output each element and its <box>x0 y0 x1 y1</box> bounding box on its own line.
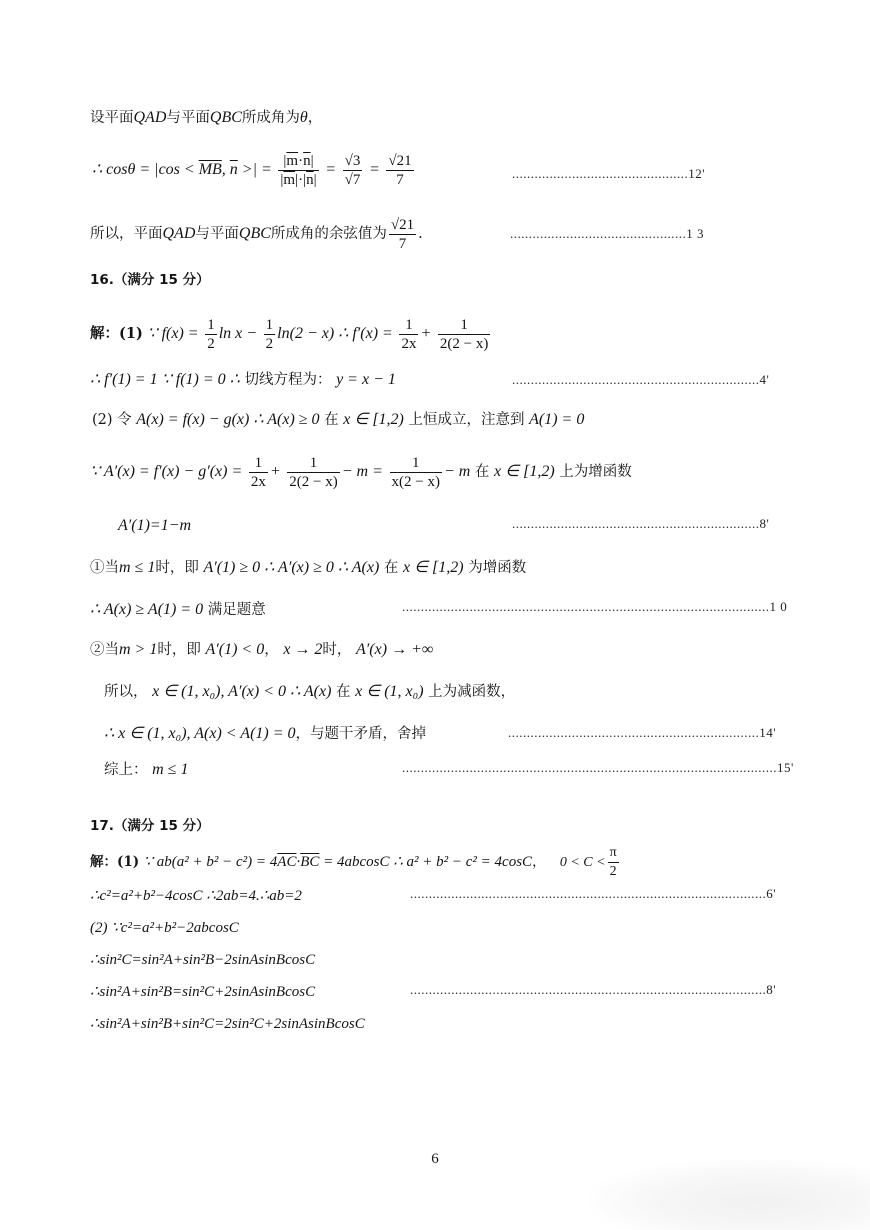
score-marker: ...............................................................................................8' <box>410 982 777 997</box>
line-17-1-cosC: 解：(1) ∵ $ab(a^2 + b^2 - c^2) = 4\overline{AC}\cdot\overline{BC} = 4abcosC$ ∴ a² + b² − c² = 4cosC， 0 < C < $\frac{\pi}{2}$ <box>90 845 617 879</box>
line-set-angle: 设平面QAD与平面QBC所成角为θ， <box>90 109 323 126</box>
line-16-2-define: (2) 令 A(x) = f(x) − g(x) ∴ A(x) ≥ 0 在 x ∈ [1,2) 上恒成立，注意到 A(1) = 0 <box>92 411 585 428</box>
line-summary: 综上： m ≤ 1 <box>104 761 189 778</box>
score-marker: ....................................................................................................15' <box>402 760 794 775</box>
question-17-heading: 17.（满分 15 分） <box>90 818 210 834</box>
score-marker: ...............................................12' <box>512 166 706 181</box>
line-cos-theta: ∴ $\cos\theta = |\cos < \overline{MB}$, $\overline{n}$ >| = $\frac{|\overline{m}\cdot\overline{n}|}{|\overline{m}|\cdot|\overline{n}|}$ = $\frac{√3}{√7}$ = $\frac{√21}{7}$ <box>92 152 412 188</box>
line-17-2-sine-2: ∴sin²A+sin²B=sin²C+2sinAsinBcosC <box>90 984 316 1000</box>
line-case-2: ②当m > 1时，即 A′(1) < 0， x → 2时， A′(x) → +∞ <box>90 641 434 658</box>
score-marker: ..................................................................................................1 0 <box>402 599 788 614</box>
scan-smudge <box>590 1160 870 1230</box>
score-marker: ..................................................................4' <box>512 372 770 387</box>
line-case-2-decreasing: 所以， x ∈ (1, x₀), A′(x) < 0 ∴ A(x) 在 x ∈ (1, x₀) 上为减函数， <box>104 683 516 700</box>
line-16-2-increasing: ∵ A′(x) = f′(x) − g′(x) = $\frac{1}{2x}$ + $\frac{1}{2(2 - x)}$ − m = $\frac{1}{x(2 - x)}$ − m 在 x ∈ [1,2) 上为增函数 <box>90 454 632 490</box>
question-16-heading: 16.（满分 15 分） <box>90 272 210 288</box>
line-case-1: ①当m ≤ 1时，即 A′(1) ≥ 0 ∴ A′(x) ≥ 0 ∴ A(x) 在 x ∈ [1,2) 为增函数 <box>90 559 527 576</box>
score-marker: ...................................................................14' <box>508 725 777 740</box>
line-17-1-ab: ∴c²=a²+b²−4cosC ∴2ab=4.∴ab=2 <box>90 888 302 904</box>
line-17-2-sine-3: ∴sin²A+sin²B+sin²C=2sin²C+2sinAsinBcosC <box>90 1016 365 1032</box>
page-number: 6 <box>431 1151 439 1167</box>
line-case-1-result: ∴ A(x) ≥ A(1) = 0 满足题意 <box>90 601 266 618</box>
score-marker: ...............................................1 3 <box>510 226 704 241</box>
line-conclusion-cos: 所以，平面QAD与平面QBC所成角的余弦值为 $\frac{√21}{7}$ . <box>90 216 423 252</box>
score-marker: ...............................................................................................6' <box>410 886 777 901</box>
line-case-2-contradiction: ∴ x ∈ (1, x₀), A(x) < A(1) = 0，与题干矛盾，舍掉 <box>104 725 427 742</box>
line-16-1-tangent: ∴ f′(1) = 1 ∵ f(1) = 0 ∴ 切线方程为： y = x − 1 <box>90 371 396 388</box>
line-17-2-sine-1: ∴sin²C=sin²A+sin²B−2sinAsinBcosC <box>90 952 316 968</box>
score-marker: ..................................................................8' <box>512 516 770 531</box>
line-16-2-value: A′(1)=1−m <box>118 517 192 534</box>
line-17-2-cosine-law: (2) ∵c²=a²+b²−2abcosC <box>90 920 239 936</box>
line-16-1-derivative: 解：(1) ∵ f(x) = $\frac{1}{2}$ ln x − $\frac{1}{2}$ ln(2 − x) ∴ f′(x) = $\frac{1}{2x}$ + $\frac{1}{2(2 - x)}$ <box>90 316 489 352</box>
